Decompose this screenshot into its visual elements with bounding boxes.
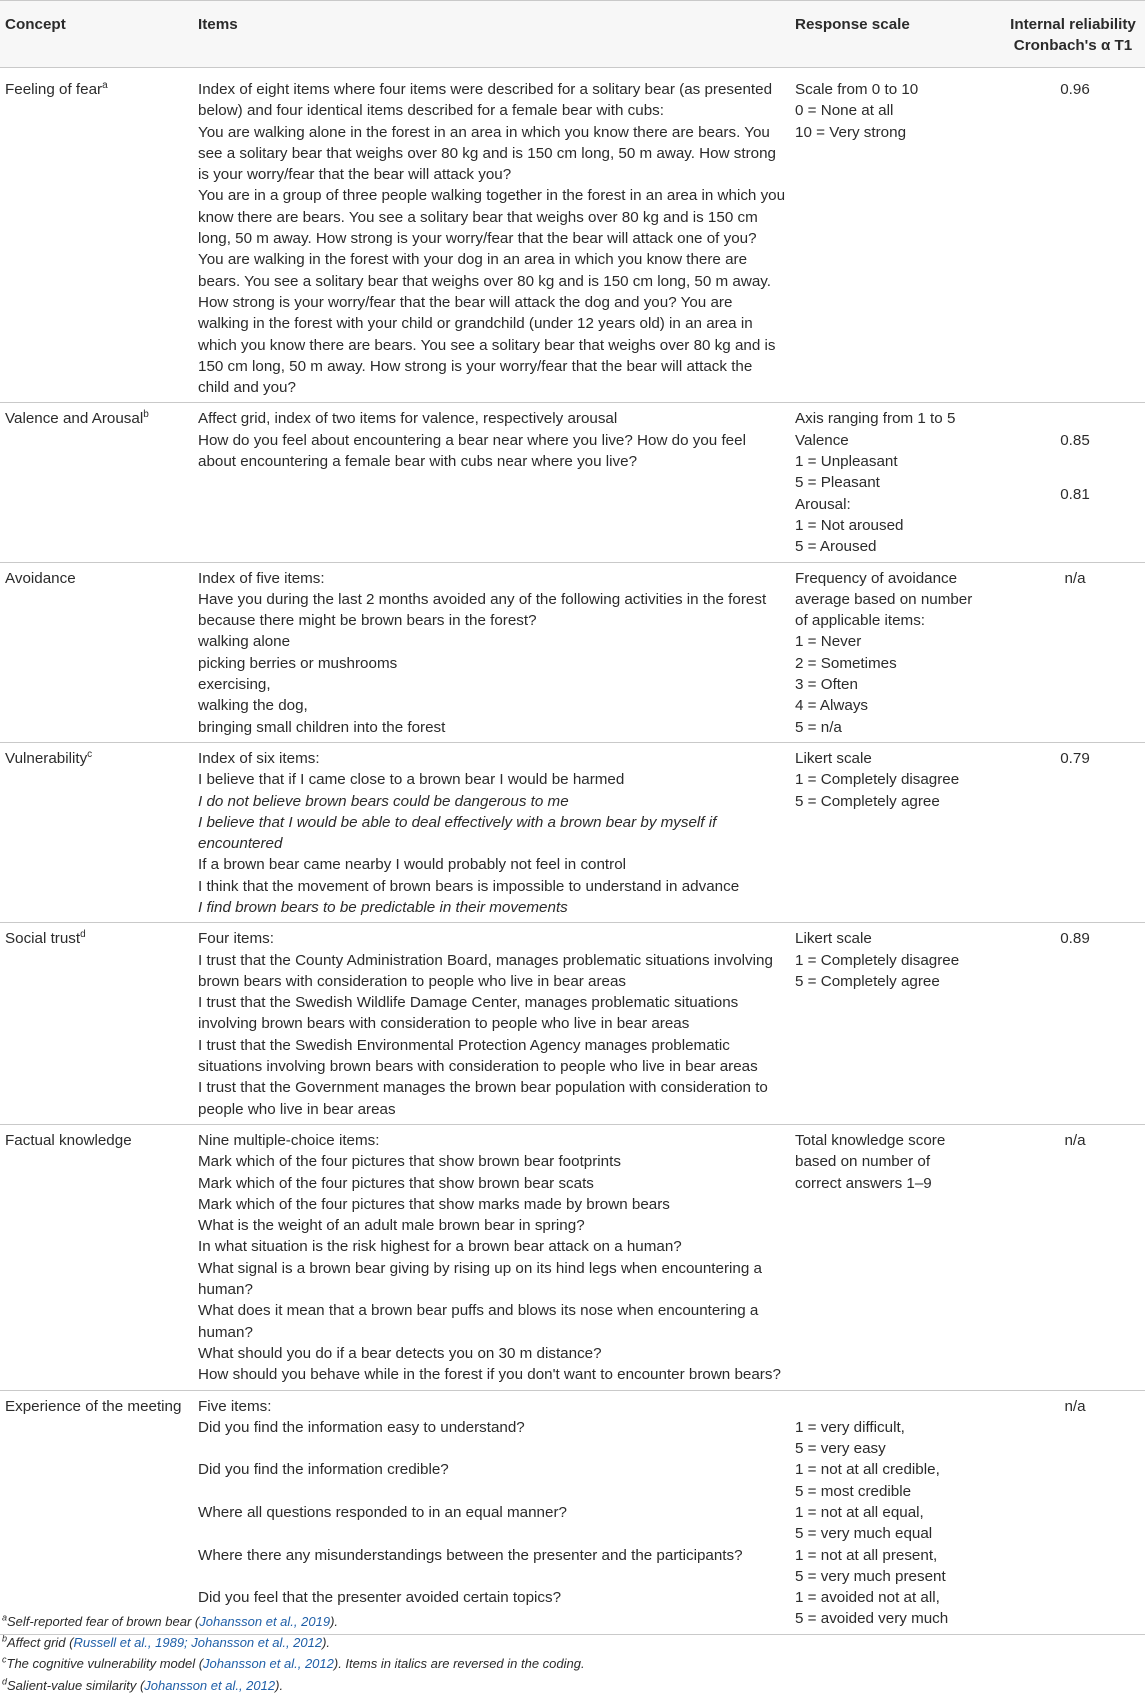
footnote-mark: c [87,748,93,760]
header-concept: Concept [0,1,193,68]
item-line: Mark which of the four pictures that show marks made by brown bears [198,1195,670,1213]
item-line: walking the dog, [198,697,308,715]
scale-line: Likert scale [795,930,872,948]
reliability-avoidance: n/a [1064,569,1086,587]
table-row-vulnerability [0,742,1145,922]
footnote-text: ). [330,1614,339,1629]
item-line: How do you feel about encountering a bear near where you live? How do you feel [198,431,746,449]
item-line: I trust that the Government manages the brown bear population with consideration to [198,1079,768,1097]
item-line: exercising, [198,676,271,694]
item-line: see a solitary bear that weighs over 80 kg and is 150 cm long, 50 m away. How strong [198,144,776,162]
table-header-row [0,1,1145,68]
item-line: Where there any misunderstandings between the presenter and the participants? [198,1546,743,1564]
header-reliability-line2: Cronbach's α T1 [1013,37,1133,54]
scale-line: 5 = Completely agree [795,972,940,990]
item-line: human? [198,1323,253,1341]
concept-feeling-of-fear: Feeling of fear [5,81,103,98]
footnote-mark: c [2,1655,7,1666]
scale-line: 1 = very difficult, [795,1418,905,1436]
item-line: Did you find the information easy to understand? [198,1418,525,1436]
item-line: What should you do if a bear detects you on 30 m distance? [198,1344,602,1362]
item-line: involving brown bears with consideration to people who live in bear areas [198,1015,690,1033]
item-line: I believe that if I came close to a brown bear I would be harmed [198,771,625,789]
scale-line: 5 = very much equal [795,1525,933,1543]
scale-line: 1 = avoided not at all, [795,1589,940,1607]
scale-feeling-of-fear [795,68,1005,147]
scale-line: 1 = not at all credible, [795,1461,940,1479]
scale-line: 5 = avoided very much [795,1610,949,1628]
reliability-valence: 0.85 [1060,431,1090,449]
reliability-factual-knowledge: n/a [1064,1131,1086,1149]
scale-line: 1 = not at all equal, [795,1504,924,1521]
scale-line: 10 = Very strong [795,123,907,141]
item-line: Did you feel that the presenter avoided certain topics? [198,1589,562,1607]
items-avoidance [198,563,790,742]
footnote-mark: a [102,79,108,91]
item-line: people who live in bear areas [198,1100,396,1118]
item-line-reversed: I believe that I would be able to deal effectively with a brown bear by myself if [198,813,717,831]
item-line: know there are bears. You see a solitary bear that weighs over 80 kg and is 150 cm [198,208,758,226]
concept-factual-knowledge: Factual knowledge [5,1131,132,1149]
scale-line: 1 = Completely disagree [795,951,960,969]
scale-line: 5 = very easy [795,1440,886,1458]
citation-link[interactable]: Johansson et al., 2019 [199,1614,331,1629]
item-line: Where all questions responded to in an equal manner? [198,1504,567,1521]
scale-line: Total knowledge score [795,1131,946,1149]
scale-line: 5 = Aroused [795,538,877,556]
item-line: What is the weight of an adult male brown bear in spring? [198,1217,585,1235]
table-footnotes [2,1611,1142,1696]
item-line: Index of eight items where four items were described for a solitary bear (as presented [198,81,773,98]
table-row-avoidance [0,562,1145,742]
header-reliability-line1: Internal reliability [1010,16,1136,33]
scale-line: 1 = Completely disagree [795,771,960,789]
footnote-text: Affect grid ( [7,1635,74,1651]
footnote-mark: d [80,929,86,941]
reliability-arousal: 0.81 [1060,486,1090,504]
scale-line: 1 = Unpleasant [795,453,898,471]
scale-experience-meeting [795,1391,1005,1634]
footnote-text: Self-reported fear of brown bear ( [7,1614,200,1629]
footnote-text: ). Items in italics are reversed in the coding. [333,1656,585,1672]
item-line: You are in a group of three people walking together in the forest in an area in which you [198,187,786,205]
item-line: I trust that the Swedish Wildlife Damage Center, manages problematic situations [198,994,739,1012]
scale-line: 1 = Never [795,633,862,651]
item-line: What does it mean that a brown bear puffs and blows its nose when encountering a [198,1302,759,1320]
scale-line: Scale from 0 to 10 [795,81,919,98]
scale-valence-arousal [795,403,1005,561]
item-line: human? [198,1281,253,1299]
concept-social-trust: Social trust [5,930,81,948]
items-experience-meeting [198,1391,790,1634]
item-line: walking alone [198,633,291,651]
items-factual-knowledge [198,1125,790,1390]
item-line: If a brown bear came nearby I would probably not feel in control [198,856,627,874]
header-internal-reliability [1005,1,1145,68]
footnote-mark: b [143,409,149,421]
item-line: about encountering a female bear with cubs near where you live? [198,453,638,471]
item-line: Mark which of the four pictures that show brown bear footprints [198,1153,621,1171]
reliability-vulnerability: 0.79 [1060,749,1090,767]
item-line: Index of five items: [198,569,325,587]
footnote-text: Salient-value similarity ( [7,1677,145,1693]
concept-experience-meeting: Experience of the meeting [5,1397,182,1415]
reliability-feeling-of-fear: 0.96 [1060,81,1090,98]
item-line: below) and four identical items described for a female bear with cubs: [198,102,664,120]
concept-vulnerability: Vulnerability [5,749,88,767]
scale-factual-knowledge [795,1125,1005,1198]
item-line: 150 cm long, 50 m away. How strong is your worry/fear that the bear will attack the [198,357,753,375]
item-line-reversed: I do not believe brown bears could be dangerous to me [198,792,569,810]
footnote-text: The cognitive vulnerability model ( [6,1656,204,1672]
table-row-experience-meeting [0,1390,1145,1634]
citation-link[interactable]: Johansson et al., 2012 [144,1677,276,1693]
scale-line: Axis ranging from 1 to 5 [795,410,956,428]
header-items: Items [193,1,790,68]
item-line: is your worry/fear that the bear will attack you? [198,166,512,184]
scale-line: 2 = Sometimes [795,654,897,672]
scale-line: 5 = most credible [795,1482,912,1500]
item-line: walking in the forest with your child or grandchild (under 12 years old) in an area in [198,315,753,333]
footnote-a [2,1611,1142,1632]
item-line: Mark which of the four pictures that show brown bear scats [198,1174,594,1192]
reliability-social-trust: 0.89 [1060,930,1090,948]
item-line: Did you find the information credible? [198,1461,449,1479]
scale-line: of applicable items: [795,612,926,630]
scale-line: 3 = Often [795,676,858,694]
item-line: bringing small children into the forest [198,718,446,736]
items-feeling-of-fear [198,68,790,402]
scale-line: Valence [795,431,849,449]
item-line: I trust that the County Administration Board, manages problematic situations involving [198,951,773,969]
scale-line: 5 = Completely agree [795,792,940,810]
scale-line: 5 = n/a [795,718,842,736]
scale-line: 5 = Pleasant [795,474,880,492]
item-line: Four items: [198,930,274,948]
item-line: In what situation is the risk highest for a brown bear attack on a human? [198,1238,682,1256]
item-line: Have you during the last 2 months avoided any of the following activities in the forest [198,590,767,608]
scale-line: Arousal: [795,495,851,513]
scale-line: 1 = Not aroused [795,516,904,534]
scale-line: average based on number [795,590,973,608]
item-line: I think that the movement of brown bears is impossible to understand in advance [198,877,740,895]
table-row-factual-knowledge [0,1124,1145,1390]
footnote-mark: d [2,1676,8,1687]
item-line: situations involving brown bears with consideration to people who live in bear areas [198,1058,758,1076]
header-response-scale: Response scale [790,1,1005,68]
scale-line: 4 = Always [795,697,869,715]
item-line-reversed: I find brown bears to be predictable in their movements [198,898,568,916]
scale-line: Frequency of avoidance [795,569,958,587]
item-line: picking berries or mushrooms [198,654,398,672]
item-line: child and you? [198,379,296,397]
item-line: What signal is a brown bear giving by rising up on its hind legs when encountering a [198,1259,762,1277]
scale-line: 0 = None at all [795,102,894,120]
item-line: long, 50 m away. How strong is your worry/fear that the bear will attack one of you? [198,230,757,248]
item-line: Index of six items: [198,749,320,767]
item-line: I trust that the Swedish Environmental Protection Agency manages problematic [198,1036,730,1054]
scale-vulnerability [795,743,1005,816]
items-vulnerability [198,743,790,922]
item-line: You are walking in the forest with your dog in an area in which you know there are [198,251,748,269]
concept-valence-arousal: Valence and Arousal [5,410,144,428]
item-line: Affect grid, index of two items for valence, respectively arousal [198,410,618,428]
footnote-d [2,1675,1142,1696]
table-row-feeling-of-fear [0,68,1145,403]
items-social-trust [198,923,790,1124]
scale-line: Likert scale [795,749,872,767]
citation-link[interactable]: Johansson et al., 2012 [203,1656,334,1672]
item-line: bears. You see a solitary bear that weighs over 80 kg and is 150 cm long, 50 m away. [198,272,771,290]
footnote-text: ). [275,1677,284,1693]
scale-avoidance [795,563,1005,742]
reliability-experience-meeting: n/a [1064,1397,1086,1415]
item-line-reversed: encountered [198,835,283,853]
concept-avoidance: Avoidance [5,569,76,587]
item-line: because there might be brown bears in the forest? [198,612,537,630]
item-line: Nine multiple-choice items: [198,1131,380,1149]
footnote-c [2,1653,1142,1674]
item-line: You are walking alone in the forest in an area in which you know there are bears. You [198,123,770,141]
scale-line: 5 = very much present [795,1567,946,1585]
scale-line: correct answers 1–9 [795,1174,932,1192]
scale-line: 1 = not at all present, [795,1546,938,1564]
footnote-b [2,1632,1142,1653]
footnote-text: ). [322,1635,331,1651]
item-line: How should you behave while in the forest if you don't want to encounter brown bears? [198,1366,781,1384]
table-row-valence-arousal [0,403,1145,562]
item-line: How strong is your worry/fear that the bear will attack the dog and you? You are [198,293,733,311]
item-line: which you know there are bears. You see a solitary bear that weighs over 80 kg and is [198,336,776,354]
scale-social-trust [795,923,1005,996]
citation-link[interactable]: Russell et al., 1989; Johansson et al., 2012 [73,1635,323,1651]
item-line: brown bears with consideration to people who live in bear areas [198,972,627,990]
footnote-mark: a [2,1612,8,1623]
table-row-social-trust [0,923,1145,1125]
items-valence-arousal [198,403,790,476]
item-line: Five items: [198,1397,272,1415]
scale-line: based on number of [795,1153,931,1171]
footnote-mark: b [2,1633,8,1644]
